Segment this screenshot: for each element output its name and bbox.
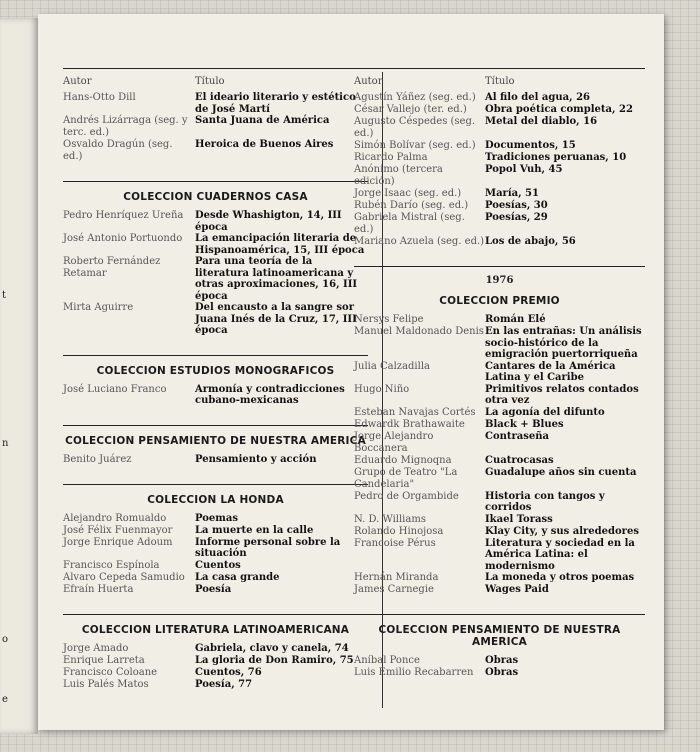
entry-author: Esteban Navajas Cortés <box>354 406 476 418</box>
entry-author: Alvaro Cepeda Samudio <box>63 571 185 583</box>
entry-title: Román Elé <box>485 314 546 325</box>
catalog-entry <box>63 667 368 679</box>
entry-author: Augusto Céspedes (seg. ed.) <box>354 116 476 139</box>
entry-title: Gabriela, clavo y canela, 74 <box>195 642 349 654</box>
entry-title: Black + Blues <box>485 418 564 430</box>
facing-page-mark: e <box>2 694 8 705</box>
catalog-section <box>63 425 368 466</box>
entry-title: La agonía del difunto <box>485 406 605 418</box>
catalog-entry <box>63 572 368 584</box>
catalog-section <box>63 355 368 407</box>
entry-title: Poesías, 29 <box>485 212 548 223</box>
entry-title: La casa grande <box>195 571 280 583</box>
entry-title: La muerte en la calle <box>195 524 314 536</box>
catalog-entry <box>354 538 645 573</box>
entry-title: Desde Whashigton, 14, III época <box>195 210 342 233</box>
entry-title: Historia con tangos y corridos <box>485 490 605 513</box>
catalog-entry <box>354 584 645 596</box>
catalog-page <box>38 14 664 730</box>
entry-title: Informe personal sobre la situación <box>195 536 341 559</box>
entry-title: Tradiciones peruanas, 10 <box>485 152 627 163</box>
entry-title: Poemas <box>195 512 238 524</box>
catalog-entry <box>63 384 368 407</box>
facing-page-edge <box>0 18 38 734</box>
catalog-entry <box>63 513 368 525</box>
entry-author: Julia Calzadilla <box>354 360 430 372</box>
entry-author: César Vallejo (ter. ed.) <box>354 104 467 115</box>
entry-title: Del encausto a la sangre sor Juana Inés de la Cruz, 17, III época <box>195 302 357 336</box>
entry-title: Guadalupe años sin cuenta <box>485 466 637 478</box>
entry-author: Jorge Amado <box>63 642 129 654</box>
entry-title: Cuentos <box>195 559 241 571</box>
catalog-section <box>354 614 645 679</box>
catalog-entry <box>354 236 645 248</box>
catalog-entry <box>63 643 368 655</box>
left-column <box>63 68 368 691</box>
entry-author: Rolando Hinojosa <box>354 525 444 537</box>
catalog-entry <box>63 256 368 302</box>
entry-title: Obras <box>485 655 519 666</box>
catalog-entry <box>354 526 645 538</box>
catalog-entry <box>354 455 645 467</box>
catalog-section <box>63 181 368 337</box>
catalog-entry <box>354 188 645 200</box>
catalog-section <box>63 614 368 691</box>
catalog-entry <box>354 419 645 431</box>
entry-author: Andrés Lizárraga (seg. y terc. ed.) <box>63 115 188 138</box>
catalog-entry <box>63 537 368 560</box>
catalog-entry <box>63 655 368 667</box>
entry-title: La moneda y otros poemas <box>485 572 635 583</box>
section-title: COLECCION LITERATURA LATINOAMERICANA <box>81 623 350 636</box>
entry-author: Luis Palés Matos <box>63 678 149 690</box>
entry-title: Pensamiento y acción <box>195 453 317 465</box>
catalog-entry <box>63 302 368 337</box>
catalog-entry <box>63 560 368 572</box>
catalog-section <box>63 484 368 596</box>
entry-title: Contraseña <box>485 430 550 442</box>
catalog-entry <box>354 491 645 514</box>
entry-author: Mirta Aguirre <box>63 302 134 313</box>
entry-author: Enrique Larreta <box>63 654 145 666</box>
entry-title: Cuentos, 76 <box>195 666 262 678</box>
entry-author: Edwardk Brathawaite <box>354 418 465 430</box>
entry-title: Ikael Torass <box>485 513 553 525</box>
entry-title: Primitivos relatos contados otra vez <box>485 383 639 406</box>
catalog-entry <box>354 407 645 419</box>
entry-author: Hernán Miranda <box>354 572 439 583</box>
catalog-entry <box>63 139 368 163</box>
entry-title: Cuatrocasas <box>485 454 554 466</box>
section-title: COLECCION CUADERNOS CASA <box>123 191 308 203</box>
entry-title: En las entrañas: Un análisis socio-histórico de la emigración puertorriqueña <box>485 326 642 360</box>
entry-title: Klay City, y sus alrededores <box>485 525 639 537</box>
catalog-entry <box>354 467 645 491</box>
catalog-entry <box>63 92 368 115</box>
entry-author: Hans-Otto Dill <box>63 92 136 103</box>
catalog-entry <box>354 431 645 455</box>
entry-author: José Luciano Franco <box>63 383 167 395</box>
entry-author: Jorge Enrique Adoum <box>63 536 173 548</box>
entry-title: Poesía <box>195 583 232 595</box>
entry-title: Al filo del agua, 26 <box>485 92 590 103</box>
entry-title: El ideario literario y estético de José Martí <box>195 92 356 115</box>
entry-title: Metal del diablo, 16 <box>485 116 598 127</box>
entry-title: Heroica de Buenos Aires <box>195 139 334 150</box>
entry-title: Cantares de la América Latina y el Caribe <box>485 360 616 383</box>
entry-author: N. D. Williams <box>354 513 426 525</box>
entry-title: Poesías, 30 <box>485 200 548 211</box>
catalog-entry <box>63 525 368 537</box>
entry-title: Los de abajo, 56 <box>485 236 576 247</box>
catalog-entry <box>354 314 645 326</box>
facing-page-mark: t <box>2 290 7 301</box>
entry-author: Pedro Henríquez Ureña <box>63 210 184 221</box>
entry-author: Osvaldo Dragún (seg. ed.) <box>63 139 173 162</box>
entry-author: Manuel Maldonado Denis <box>354 326 484 337</box>
entry-author: Ricardo Palma <box>354 152 428 163</box>
entry-author: Gabriela Mistral (seg. ed.) <box>354 212 465 235</box>
entry-author: Roberto Fernández Retamar <box>63 256 161 279</box>
entry-author: Francoise Pérus <box>354 537 436 549</box>
entry-title: Armonía y contradicciones cubano-mexicanas <box>195 383 345 406</box>
entry-title: Popol Vuh, 45 <box>485 164 563 175</box>
entry-author: José Félix Fuenmayor <box>63 524 173 536</box>
entry-author: Grupo de Teatro "La Candelaria" <box>354 466 458 490</box>
catalog-section <box>354 92 645 248</box>
entry-author: Francisco Espínola <box>63 559 160 571</box>
entry-author: Mariano Azuela (seg. ed.) <box>354 236 485 247</box>
facing-page-mark: o <box>2 634 9 645</box>
catalog-entry <box>354 212 645 236</box>
entry-author: Alejandro Romualdo <box>63 512 167 524</box>
catalog-entry <box>354 384 645 407</box>
entry-author: Jorge Isaac (seg. ed.) <box>354 188 462 199</box>
catalog-entry <box>63 210 368 233</box>
entry-title: Poesía, 77 <box>195 678 253 690</box>
column-header <box>354 69 645 92</box>
section-title: COLECCION ESTUDIOS MONOGRAFICOS <box>96 364 335 377</box>
section-title: COLECCION PREMIO <box>439 295 560 307</box>
entry-author: Hugo Niño <box>354 383 410 395</box>
column-header <box>63 69 368 92</box>
entry-title: La emancipación literaria de Hispanoamérica, 15, III época <box>195 233 365 256</box>
title-header: Título <box>485 76 515 87</box>
entry-title: Para una teoría de la literatura latinoamericana y otras aproximaciones, 16, III época <box>195 256 358 302</box>
title-header: Título <box>195 76 225 87</box>
entry-title: Santa Juana de América <box>195 115 330 126</box>
catalog-entry <box>63 454 368 466</box>
catalog-entry <box>354 326 645 361</box>
entry-title: Obras <box>485 667 519 678</box>
entry-author: Agustín Yáñez (seg. ed.) <box>354 92 476 103</box>
catalog-entry <box>354 104 645 116</box>
right-column <box>354 68 645 679</box>
author-header: Autor <box>354 76 383 87</box>
entry-author: Luis Emilio Recabarren <box>354 667 474 678</box>
entry-title: La gloria de Don Ramiro, 75 <box>195 654 354 666</box>
entry-author: Nersys Felipe <box>354 314 424 325</box>
catalog-section <box>63 92 368 163</box>
entry-author: José Antonio Portuondo <box>63 233 183 244</box>
entry-author: Pedro de Orgambide <box>354 490 459 502</box>
catalog-entry <box>354 655 645 667</box>
entry-author: Francisco Coloane <box>63 666 158 678</box>
catalog-entry <box>354 667 645 679</box>
entry-title: Obra poética completa, 22 <box>485 104 633 115</box>
entry-title: Wages Paid <box>485 584 549 595</box>
catalog-entry <box>354 514 645 526</box>
entry-author: Anónimo (tercera edición) <box>354 164 443 187</box>
entry-author: Jorge Alejandro Boccanera <box>354 430 434 454</box>
catalog-entry <box>354 572 645 584</box>
catalog-entry <box>354 92 645 104</box>
author-header: Autor <box>63 76 92 87</box>
catalog-entry <box>354 140 645 152</box>
entry-author: Aníbal Ponce <box>354 655 420 666</box>
entry-author: James Carnegie <box>354 584 434 595</box>
catalog-section <box>354 266 645 596</box>
section-title: COLECCION LA HONDA <box>147 493 284 506</box>
catalog-entry <box>63 115 368 139</box>
entry-author: Eduardo Mignoqna <box>354 454 452 466</box>
catalog-entry <box>354 164 645 188</box>
catalog-entry <box>63 233 368 256</box>
catalog-entry <box>63 584 368 596</box>
entry-author: Simón Bolívar (seg. ed.) <box>354 140 476 151</box>
section-title: COLECCION PENSAMIENTO DE NUESTRA AMERICA <box>65 434 366 447</box>
facing-page-mark: n <box>2 438 9 449</box>
entry-author: Benito Juárez <box>63 453 132 465</box>
entry-title: Literatura y sociedad en la América Latina: el modernismo <box>485 537 635 572</box>
entry-title: María, 51 <box>485 188 539 199</box>
catalog-entry <box>354 152 645 164</box>
entry-author: Rubén Darío (seg. ed.) <box>354 200 469 211</box>
entry-title: Documentos, 15 <box>485 140 576 151</box>
entry-author: Efraín Huerta <box>63 583 134 595</box>
section-title: COLECCION PENSAMIENTO DE NUESTRA AMERICA <box>378 624 621 648</box>
catalog-entry <box>354 116 645 140</box>
catalog-entry <box>354 361 645 384</box>
catalog-entry <box>354 200 645 212</box>
section-year: 1976 <box>485 275 514 286</box>
catalog-entry <box>63 679 368 691</box>
